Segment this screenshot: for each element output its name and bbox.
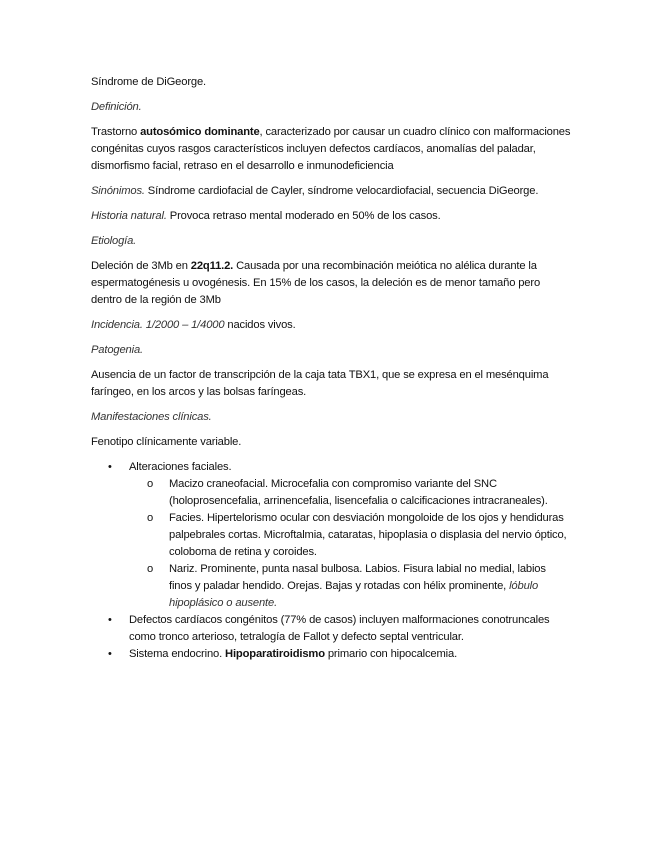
- sinonimos-label: Sinónimos.: [91, 185, 145, 197]
- manifestaciones-list: [91, 459, 571, 663]
- facies-text: Facies. Hipertelorismo ocular con desviación mongoloide de los ojos y hendiduras palpebrales cortas. Microftalmia, cataratas, hipoplasia o displasia del nervio óptico, coloboma de retina y coroides.: [169, 512, 567, 558]
- etiologia-text-pre: Deleción de 3Mb en: [91, 260, 191, 272]
- manifestaciones-intro: Fenotipo clínicamente variable.: [91, 436, 242, 448]
- bullet-glyph: •: [108, 461, 112, 473]
- sub-bullet-glyph: o: [147, 478, 154, 490]
- defectos-cardiacos-text: Defectos cardíacos congénitos (77% de casos) incluyen malformaciones conotruncales como tronco arterioso, tetralogía de Fallot y defecto septal ventricular.: [129, 614, 550, 643]
- definicion-text-bold: autosómico dominante: [140, 126, 260, 138]
- incidencia-label: Incidencia. 1/2000 – 1/4000: [91, 319, 225, 331]
- etiologia-text-bold: 22q11.2.: [190, 260, 234, 272]
- historia-text: Provoca retraso mental moderado en 50% de los casos.: [166, 210, 441, 222]
- alteraciones-faciales-label: Alteraciones faciales.: [129, 461, 232, 473]
- document-title: Síndrome de DiGeorge.: [91, 76, 207, 88]
- bullet-glyph: •: [108, 614, 112, 626]
- hipoparatiroidismo-bold: Hipoparatiroidismo: [225, 648, 325, 660]
- incidencia-paragraph: [91, 317, 571, 334]
- etiologia-heading: Etiología.: [91, 235, 137, 247]
- definicion-text-post: , caracterizado por causar un cuadro clínico con malformaciones congénitas cuyos rasgos característicos incluyen defectos cardíacos, anomalías del paladar, dismorfismo facial, retraso en el desarrollo e inmunodeficiencia: [91, 126, 571, 172]
- faciales-sublist: [129, 476, 571, 612]
- sublist-item: [129, 476, 571, 510]
- manifestaciones-heading: Manifestaciones clínicas.: [91, 411, 212, 423]
- list-item: [91, 612, 571, 646]
- sinonimos-text: Síndrome cardiofacial de Cayler, síndrome velocardiofacial, secuencia DiGeorge.: [144, 185, 539, 197]
- sistema-endocrino-post: primario con hipocalcemia.: [324, 648, 458, 660]
- definicion-text-pre: Trastorno: [91, 126, 141, 138]
- sub-bullet-glyph: o: [147, 512, 154, 524]
- sublist-item: [129, 510, 571, 561]
- nariz-labios-orejas-text: Nariz. Prominente, punta nasal bulbosa. Labios. Fisura labial no medial, labios finos y paladar hendido. Orejas. Bajas y rotadas con hélix prominente,: [169, 563, 546, 592]
- sinonimos-paragraph: [91, 183, 571, 200]
- etiologia-text-post: Causada por una recombinación meiótica no alélica durante la espermatogénesis u ovogénesis. En 15% de los casos, la deleción es de menor tamaño pero dentro de la región de 3Mb: [91, 260, 541, 306]
- definicion-heading: Definición.: [91, 101, 142, 113]
- bullet-glyph: •: [108, 648, 112, 660]
- macizo-craneofacial-text: Macizo craneofacial. Microcefalia con compromiso variante del SNC (holoprosencefalia, arrinencefalia, lisencefalia o calcificaciones intracraneales).: [169, 478, 548, 507]
- list-item: [91, 459, 571, 612]
- incidencia-text: nacidos vivos.: [224, 319, 296, 331]
- historia-label: Historia natural.: [91, 210, 167, 222]
- historia-paragraph: [91, 208, 571, 225]
- lobulo-italic-text: lóbulo hipoplásico o ausente.: [169, 580, 539, 609]
- list-item: [91, 646, 571, 663]
- patogenia-paragraph: Ausencia de un factor de transcripción de la caja tata TBX1, que se expresa en el mesénquima faríngeo, en los arcos y las bolsas faríngeas.: [91, 369, 549, 398]
- sistema-endocrino-pre: Sistema endocrino.: [129, 648, 226, 660]
- sub-bullet-glyph: o: [147, 563, 154, 575]
- sublist-item: [129, 561, 571, 612]
- document-page: [91, 74, 571, 663]
- definicion-paragraph: [91, 124, 571, 175]
- patogenia-heading: Patogenia.: [91, 344, 143, 356]
- etiologia-paragraph: [91, 258, 571, 309]
